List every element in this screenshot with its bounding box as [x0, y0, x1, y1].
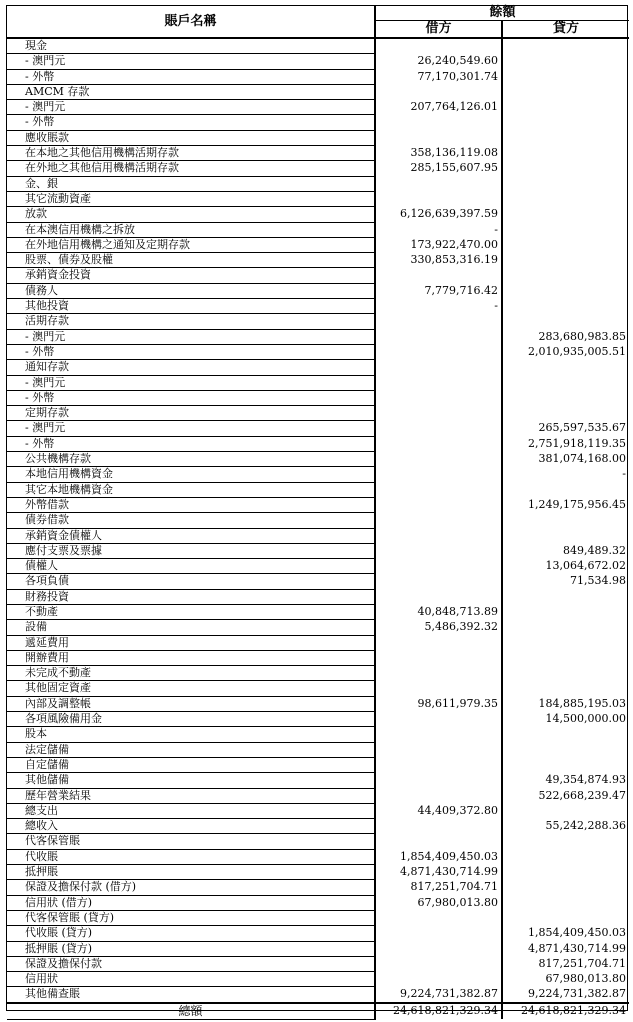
credit-cell [502, 268, 629, 283]
table-body [7, 38, 629, 1003]
account-name-cell: 其它流動資產 [7, 191, 375, 206]
credit-cell: 2,010,935,005.51 [528, 344, 627, 358]
debit-cell [375, 329, 502, 344]
credit-cell: 184,885,195.03 [538, 696, 627, 710]
account-name-cell: 承銷資金投資 [7, 268, 375, 283]
credit-cell [502, 406, 629, 421]
table-row [7, 406, 629, 421]
account-name-cell: 公共機構存款 [7, 452, 375, 467]
debit-cell [375, 482, 502, 497]
account-name-cell: 各項風險備用金 [7, 712, 375, 727]
credit-cell: - [622, 467, 627, 481]
debit-cell [375, 788, 502, 803]
table-row [7, 926, 629, 941]
credit-cell [502, 130, 629, 145]
credit-cell [502, 375, 629, 390]
credit-cell [502, 222, 629, 237]
debit-cell: 40,848,713.89 [375, 604, 502, 619]
debit-cell [375, 727, 502, 742]
account-name-cell: 法定儲備 [7, 742, 375, 757]
credit-cell: 55,242,288.36 [545, 819, 627, 833]
debit-cell: 77,170,301.74 [375, 69, 502, 84]
table-row [7, 604, 629, 619]
debit-cell [375, 941, 502, 956]
account-name-cell: 財務投資 [7, 589, 375, 604]
table-row [7, 69, 629, 84]
total-debit: 24,618,821,329.34 [375, 1003, 502, 1020]
debit-cell [375, 38, 502, 54]
account-name-cell: - 澳門元 [7, 421, 375, 436]
credit-cell [502, 253, 629, 268]
table-row [7, 803, 629, 818]
debit-cell [375, 972, 502, 987]
credit-cell [502, 834, 629, 849]
table-row [7, 207, 629, 222]
credit-cell [502, 146, 629, 161]
table-row [7, 513, 629, 528]
account-name-cell: 其他儲備 [7, 773, 375, 788]
debit-cell [375, 452, 502, 467]
table-row [7, 635, 629, 650]
credit-cell: 2,751,918,119.35 [528, 436, 627, 450]
debit-cell [375, 130, 502, 145]
debit-cell: 285,155,607.95 [375, 161, 502, 176]
credit-cell [502, 849, 629, 864]
account-name-cell: 外幣借款 [7, 497, 375, 512]
debit-cell [375, 344, 502, 359]
account-name-cell: 信用狀 [7, 972, 375, 987]
debit-cell [375, 115, 502, 130]
debit-cell [375, 574, 502, 589]
table-row [7, 757, 629, 772]
total-credit: 24,618,821,329.34 [502, 1003, 629, 1020]
account-name-cell: 債券借款 [7, 513, 375, 528]
credit-cell [502, 54, 629, 69]
table-row [7, 681, 629, 696]
table-row [7, 283, 629, 298]
account-name-cell: 應付支票及票據 [7, 543, 375, 558]
debit-cell: 98,611,979.35 [375, 696, 502, 711]
account-name-cell: 債務人 [7, 283, 375, 298]
table-row [7, 849, 629, 864]
debit-cell [375, 406, 502, 421]
debit-cell [375, 360, 502, 375]
table-row [7, 390, 629, 405]
credit-cell [502, 650, 629, 665]
debit-cell [375, 666, 502, 681]
table-row [7, 559, 629, 574]
table-row [7, 314, 629, 329]
table-row [7, 38, 629, 54]
table-row [7, 528, 629, 543]
account-name-cell: 代客保管賬 [7, 834, 375, 849]
account-name-cell: 其它本地機構資金 [7, 482, 375, 497]
account-name-cell: 其他投資 [7, 299, 375, 314]
credit-cell [502, 314, 629, 329]
trial-balance-table [7, 6, 629, 1020]
table-row [7, 865, 629, 880]
credit-cell: 817,251,704.71 [538, 956, 627, 970]
table-row [7, 130, 629, 145]
table-row [7, 895, 629, 910]
debit-cell: 207,764,126.01 [375, 100, 502, 115]
credit-cell: 522,668,239.47 [538, 788, 627, 802]
table-row [7, 360, 629, 375]
account-name-cell: 在本地之其他信用機構活期存款 [7, 146, 375, 161]
account-name-cell: 代收賬 (貸方) [7, 926, 375, 941]
table-row [7, 100, 629, 115]
debit-cell [375, 421, 502, 436]
debit-cell: 9,224,731,382.87 [375, 987, 502, 1003]
debit-cell: 4,871,430,714.99 [375, 865, 502, 880]
account-name-header: 賬戶名稱 [7, 6, 375, 38]
table-row [7, 712, 629, 727]
table-row [7, 222, 629, 237]
table-row [7, 84, 629, 99]
credit-cell [502, 191, 629, 206]
balance-sheet [6, 5, 628, 1019]
account-name-cell: 活期存款 [7, 314, 375, 329]
account-name-cell: 代客保管賬 (貸方) [7, 910, 375, 925]
account-name-cell: 自定儲備 [7, 757, 375, 772]
debit-cell [375, 528, 502, 543]
table-row [7, 666, 629, 681]
account-name-cell: 股本 [7, 727, 375, 742]
table-row [7, 329, 629, 344]
account-name-cell: 遞延費用 [7, 635, 375, 650]
account-name-cell: - 外幣 [7, 69, 375, 84]
table-row [7, 482, 629, 497]
credit-cell [502, 390, 629, 405]
table-header [7, 6, 629, 38]
credit-cell [502, 513, 629, 528]
account-name-cell: 抵押賬 (貸方) [7, 941, 375, 956]
table-row [7, 299, 629, 314]
table-row [7, 696, 629, 711]
table-row [7, 344, 629, 359]
credit-cell [502, 604, 629, 619]
account-name-cell: - 澳門元 [7, 329, 375, 344]
credit-cell [502, 757, 629, 772]
table-row [7, 54, 629, 69]
table-row [7, 161, 629, 176]
account-name-cell: 通知存款 [7, 360, 375, 375]
table-row [7, 436, 629, 451]
account-name-cell: - 澳門元 [7, 100, 375, 115]
credit-cell [502, 865, 629, 880]
credit-cell: 67,980,013.80 [545, 972, 627, 986]
credit-cell [502, 100, 629, 115]
table-row [7, 375, 629, 390]
credit-cell [502, 283, 629, 298]
credit-cell: 71,534.98 [570, 574, 627, 588]
credit-cell [502, 115, 629, 130]
account-name-cell: 金、銀 [7, 176, 375, 191]
table-row [7, 237, 629, 252]
credit-cell [502, 207, 629, 222]
table-row [7, 589, 629, 604]
credit-cell [502, 84, 629, 99]
account-name-cell: 各項負債 [7, 574, 375, 589]
credit-cell: 381,074,168.00 [538, 452, 627, 466]
debit-cell: 7,779,716.42 [375, 283, 502, 298]
account-name-cell: 本地信用機構資金 [7, 467, 375, 482]
debit-cell: 44,409,372.80 [375, 803, 502, 818]
credit-cell: 849,489.32 [563, 543, 627, 557]
table-row [7, 834, 629, 849]
account-name-cell: 在外地之其他信用機構活期存款 [7, 161, 375, 176]
credit-cell [502, 237, 629, 252]
account-name-cell: 定期存款 [7, 406, 375, 421]
table-row [7, 880, 629, 895]
account-name-cell: - 外幣 [7, 436, 375, 451]
debit-cell [375, 681, 502, 696]
debit-cell [375, 314, 502, 329]
credit-cell [502, 38, 629, 54]
table-row [7, 191, 629, 206]
table-row [7, 115, 629, 130]
account-name-cell: 未完成不動產 [7, 666, 375, 681]
debit-cell [375, 910, 502, 925]
account-name-cell: 其他備查賬 [7, 987, 375, 1003]
total-label: 總額 [7, 1003, 375, 1020]
credit-cell [502, 360, 629, 375]
credit-cell [502, 161, 629, 176]
table-row [7, 650, 629, 665]
debit-cell: 358,136,119.08 [375, 146, 502, 161]
debit-cell [375, 497, 502, 512]
debit-cell: 67,980,013.80 [375, 895, 502, 910]
account-name-cell: - 澳門元 [7, 54, 375, 69]
credit-cell [502, 635, 629, 650]
credit-cell: 4,871,430,714.99 [528, 941, 627, 955]
credit-cell [502, 299, 629, 314]
account-name-cell: 歷年營業結果 [7, 788, 375, 803]
debit-cell: 26,240,549.60 [375, 54, 502, 69]
account-name-cell: 股票、債券及股權 [7, 253, 375, 268]
account-name-cell: 總收入 [7, 819, 375, 834]
debit-cell [375, 375, 502, 390]
debit-cell [375, 926, 502, 941]
table-row [7, 987, 629, 1003]
debit-cell [375, 773, 502, 788]
debit-cell [375, 390, 502, 405]
credit-cell: 1,854,409,450.03 [528, 926, 627, 940]
credit-cell [502, 681, 629, 696]
credit-cell: 13,064,672.02 [545, 559, 627, 573]
debit-cell: - [375, 299, 502, 314]
account-name-cell: 開辦費用 [7, 650, 375, 665]
credit-cell: 49,354,874.93 [545, 773, 627, 787]
debit-cell [375, 834, 502, 849]
table-row [7, 497, 629, 512]
debit-cell: 6,126,639,397.59 [375, 207, 502, 222]
table-row [7, 467, 629, 482]
table-row [7, 452, 629, 467]
debit-cell [375, 757, 502, 772]
credit-cell [502, 895, 629, 910]
credit-cell [502, 620, 629, 635]
debit-header: 借方 [375, 21, 502, 39]
debit-cell [375, 268, 502, 283]
debit-cell: 1,854,409,450.03 [375, 849, 502, 864]
table-row [7, 956, 629, 971]
credit-cell [502, 176, 629, 191]
account-name-cell: 信用狀 (借方) [7, 895, 375, 910]
debit-cell [375, 650, 502, 665]
account-name-cell: 保證及擔保付款 (借方) [7, 880, 375, 895]
table-row [7, 176, 629, 191]
credit-cell [502, 880, 629, 895]
table-row [7, 788, 629, 803]
table-row [7, 146, 629, 161]
table-row [7, 421, 629, 436]
account-name-cell: 內部及調整帳 [7, 696, 375, 711]
credit-cell [502, 528, 629, 543]
debit-cell [375, 635, 502, 650]
account-name-cell: 代收賬 [7, 849, 375, 864]
credit-cell: 283,680,983.85 [538, 329, 627, 343]
debit-cell [375, 436, 502, 451]
account-name-cell: - 外幣 [7, 344, 375, 359]
account-name-cell: 放款 [7, 207, 375, 222]
credit-cell [502, 589, 629, 604]
debit-cell: 5,486,392.32 [375, 620, 502, 635]
debit-cell [375, 467, 502, 482]
debit-cell [375, 742, 502, 757]
account-name-cell: 其他固定資產 [7, 681, 375, 696]
credit-cell [502, 69, 629, 84]
table-row [7, 268, 629, 283]
total-row [7, 1003, 629, 1020]
account-name-cell: 在外地信用機構之通知及定期存款 [7, 237, 375, 252]
account-name-cell: AMCM 存款 [7, 84, 375, 99]
table-row [7, 819, 629, 834]
account-name-cell: 現金 [7, 38, 375, 54]
table-row [7, 742, 629, 757]
account-name-cell: 承銷資金債權人 [7, 528, 375, 543]
account-name-cell: 總支出 [7, 803, 375, 818]
credit-cell [502, 482, 629, 497]
debit-cell [375, 956, 502, 971]
credit-cell [502, 727, 629, 742]
account-name-cell: - 外幣 [7, 115, 375, 130]
credit-cell: 9,224,731,382.87 [528, 987, 627, 1001]
table-row [7, 574, 629, 589]
table-row [7, 253, 629, 268]
debit-cell [375, 589, 502, 604]
debit-cell [375, 819, 502, 834]
table-row [7, 620, 629, 635]
account-name-cell: 設備 [7, 620, 375, 635]
account-name-cell: 抵押賬 [7, 865, 375, 880]
table-row [7, 727, 629, 742]
table-row [7, 910, 629, 925]
debit-cell [375, 712, 502, 727]
credit-cell: 265,597,535.67 [538, 421, 627, 435]
account-name-cell: 債權人 [7, 559, 375, 574]
table-row [7, 972, 629, 987]
account-name-cell: - 澳門元 [7, 375, 375, 390]
debit-cell [375, 559, 502, 574]
account-name-cell: 不動產 [7, 604, 375, 619]
debit-cell: 817,251,704.71 [375, 880, 502, 895]
debit-cell [375, 84, 502, 99]
table-row [7, 543, 629, 558]
credit-cell [502, 666, 629, 681]
table-row [7, 773, 629, 788]
credit-cell: 14,500,000.00 [545, 712, 627, 726]
account-name-cell: 保證及擔保付款 [7, 956, 375, 971]
table-row [7, 941, 629, 956]
debit-cell [375, 513, 502, 528]
debit-cell [375, 176, 502, 191]
credit-cell: 1,249,175,956.45 [528, 497, 627, 511]
debit-cell [375, 191, 502, 206]
credit-header: 貸方 [502, 21, 629, 39]
account-name-cell: - 外幣 [7, 390, 375, 405]
credit-cell [502, 803, 629, 818]
debit-cell [375, 543, 502, 558]
balance-header: 餘額 [375, 6, 629, 21]
credit-cell [502, 742, 629, 757]
debit-cell: 330,853,316.19 [375, 253, 502, 268]
debit-cell: 173,922,470.00 [375, 237, 502, 252]
account-name-cell: 在本澳信用機構之拆放 [7, 222, 375, 237]
account-name-cell: 應收賬款 [7, 130, 375, 145]
debit-cell: - [375, 222, 502, 237]
credit-cell [502, 910, 629, 925]
